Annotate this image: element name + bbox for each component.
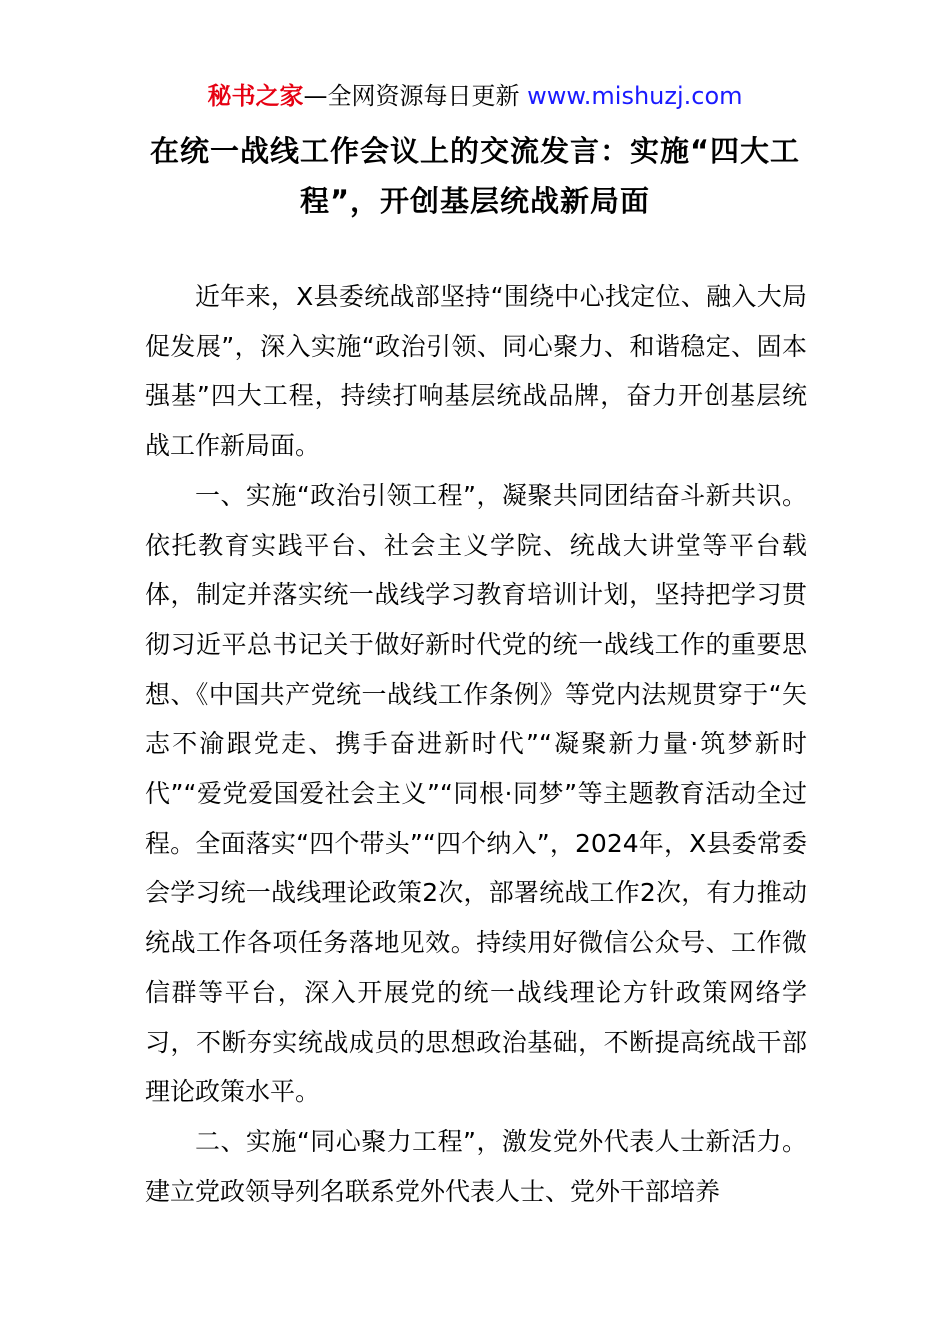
paragraph-section-1: 一、实施“政治引领工程”，凝聚共同团结奋斗新共识。依托教育实践平台、社会主义学院、统战大讲堂等平台载体，制定并落实统一战线学习教育培训计划，坚持把学习贯彻习近平总书记关于做好新时代党的统一战线工作的重要思想、《中国共产党统一战线工作条例》等党内法规贯穿于“矢志不渝跟党走、携手奋进新时代”“凝聚新力量·筑梦新时代”“爱党爱国爱社会主义”“同根·同梦”等主题教育活动全过程。全面落实“四个带头”“四个纳入”，2024年，X县委常委会学习统一战线理论政策2次，部署统战工作2次，有力推动统战工作各项任务落地见效。持续用好微信公众号、工作微信群等平台，深入开展党的统一战线理论方针政策网络学习，不断夯实统战成员的思想政治基础，不断提高统战干部理论政策水平。 <box>145 480 807 1107</box>
paragraph-intro: 近年来，X县委统战部坚持“围绕中心找定位、融入大局促发展”，深入实施“政治引领、同心聚力、和谐稳定、固本强基”四大工程，持续打响基层统战品牌，奋力开创基层统战工作新局面。 <box>145 282 807 461</box>
document-body <box>145 272 807 1216</box>
paragraph-section-2: 二、实施“同心聚力工程”，激发党外代表人士新活力。建立党政领导列名联系党外代表人士、党外干部培养 <box>145 1126 807 1206</box>
document-title: 在统一战线工作会议上的交流发言：实施“四大工程”，开创基层统战新局面 <box>149 134 801 218</box>
site-header <box>0 80 950 112</box>
site-url-link[interactable]: www.mishuzj.com <box>527 82 743 110</box>
site-tagline: —全网资源每日更新 <box>303 82 520 110</box>
site-brand: 秘书之家 <box>207 82 304 110</box>
